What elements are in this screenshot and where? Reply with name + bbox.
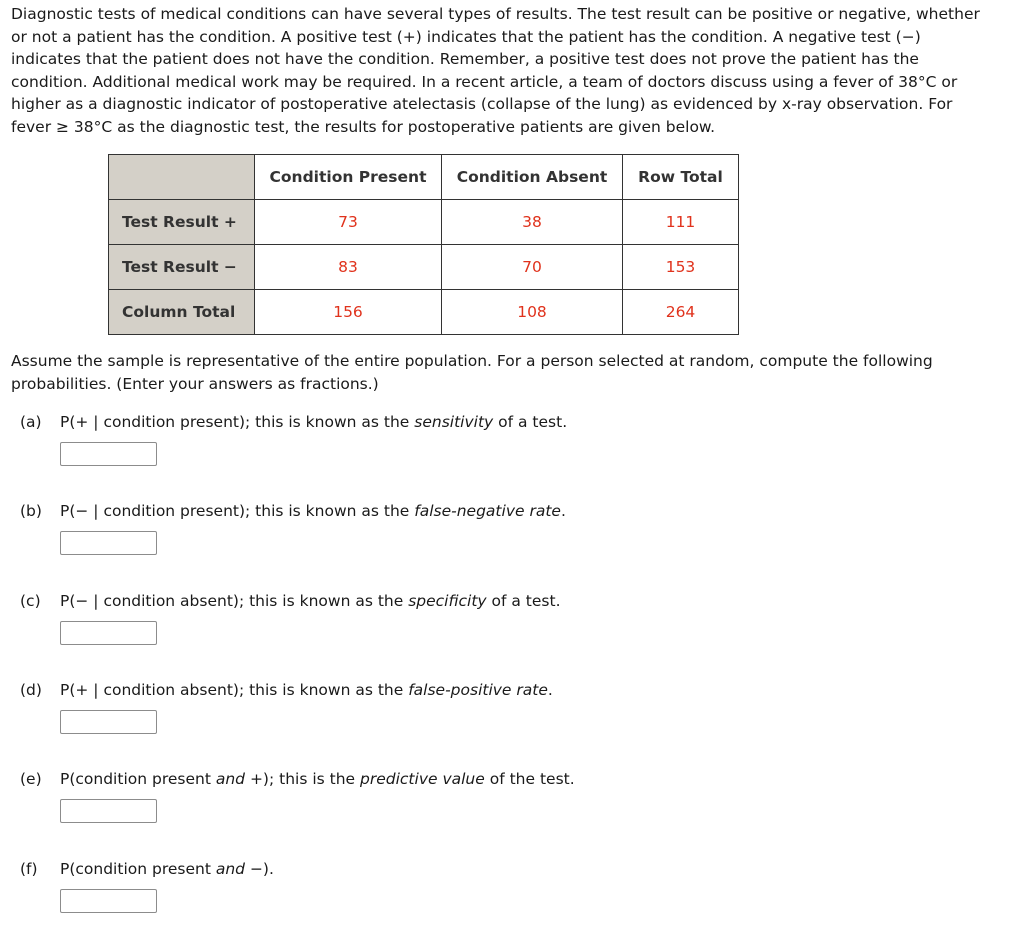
question-text: P(+ | condition present); this is known as the — [60, 413, 415, 431]
table-header-row — [109, 155, 739, 200]
header-condition-present: Condition Present — [255, 155, 442, 200]
question-text: P(− | condition present); this is known as the — [60, 502, 415, 520]
answer-input-b[interactable] — [60, 531, 157, 555]
instructions — [11, 350, 1011, 395]
question-letter: (a) — [20, 413, 42, 431]
intro-line: condition. Additional medical work may be required. In a recent article, a team of doctors discuss using a fever of 38°C or — [11, 72, 958, 91]
intro-line: Diagnostic tests of medical conditions can have several types of results. The test result can be positive or negative, whether — [11, 5, 980, 23]
question-c — [20, 590, 920, 645]
question-text: . — [560, 502, 566, 520]
row-label-test-negative: Test Result − — [109, 245, 255, 290]
question-term: specificity — [408, 592, 487, 610]
table-cell: 70 — [442, 245, 623, 290]
header-condition-absent: Condition Absent — [442, 155, 623, 200]
table-row — [109, 200, 739, 245]
question-e — [20, 768, 920, 823]
row-label-test-positive: Test Result + — [109, 200, 255, 245]
table-row — [109, 245, 739, 290]
question-term: false-positive rate — [408, 681, 548, 699]
answer-input-c[interactable] — [60, 621, 157, 645]
question-text: . — [547, 681, 553, 699]
question-f — [20, 858, 920, 913]
question-a — [20, 411, 920, 466]
question-text: +); this is the — [245, 770, 361, 788]
instructions-line: Assume the sample is representative of the entire population. For a person selected at random, compute the following — [11, 352, 933, 370]
answer-input-f[interactable] — [60, 889, 157, 913]
intro-line: or not a patient has the condition. A positive test (+) indicates that the patient has the condition. A negative test (−) — [11, 27, 921, 46]
problem-intro — [11, 3, 1023, 139]
question-text: P(+ | condition absent); this is known as the — [60, 681, 409, 699]
question-letter: (b) — [20, 502, 42, 520]
question-and: and — [215, 770, 246, 788]
header-row-total: Row Total — [623, 155, 739, 200]
table-cell: 153 — [623, 245, 739, 290]
results-table — [108, 154, 739, 335]
answer-input-d[interactable] — [60, 710, 157, 734]
table-corner-cell — [109, 155, 255, 200]
answer-input-a[interactable] — [60, 442, 157, 466]
table-cell: 73 — [255, 200, 442, 245]
question-b — [20, 500, 920, 555]
question-d — [20, 679, 920, 734]
question-term: sensitivity — [414, 413, 494, 431]
table-cell: 111 — [623, 200, 739, 245]
question-text: P(− | condition absent); this is known as the — [60, 592, 409, 610]
table-cell: 156 — [255, 290, 442, 335]
question-letter: (d) — [20, 681, 42, 699]
table-cell: 264 — [623, 290, 739, 335]
question-term: predictive value — [360, 770, 485, 788]
instructions-line: probabilities. (Enter your answers as fractions.) — [11, 374, 379, 393]
intro-line: fever ≥ 38°C as the diagnostic test, the results for postoperative patients are given below. — [11, 117, 716, 136]
question-text: of the test. — [484, 770, 575, 788]
question-and: and — [215, 860, 246, 878]
intro-line: indicates that the patient does not have the condition. Remember, a positive test does not prove the patient has the — [11, 50, 919, 69]
table-cell: 38 — [442, 200, 623, 245]
row-label-column-total: Column Total — [109, 290, 255, 335]
table-row — [109, 290, 739, 335]
question-text: P(condition present — [60, 860, 216, 878]
question-term: false-negative rate — [414, 502, 561, 520]
question-letter: (e) — [20, 770, 42, 788]
question-letter: (c) — [20, 592, 41, 610]
question-text: of a test. — [493, 413, 568, 431]
question-text: P(condition present — [60, 770, 216, 788]
answer-input-e[interactable] — [60, 799, 157, 823]
table-cell: 83 — [255, 245, 442, 290]
intro-line: higher as a diagnostic indicator of postoperative atelectasis (collapse of the lung) as evidenced by x-ray observation. For — [11, 95, 953, 114]
question-letter: (f) — [20, 860, 38, 878]
question-text: of a test. — [486, 592, 561, 610]
table-cell: 108 — [442, 290, 623, 335]
question-text: −). — [245, 860, 274, 878]
